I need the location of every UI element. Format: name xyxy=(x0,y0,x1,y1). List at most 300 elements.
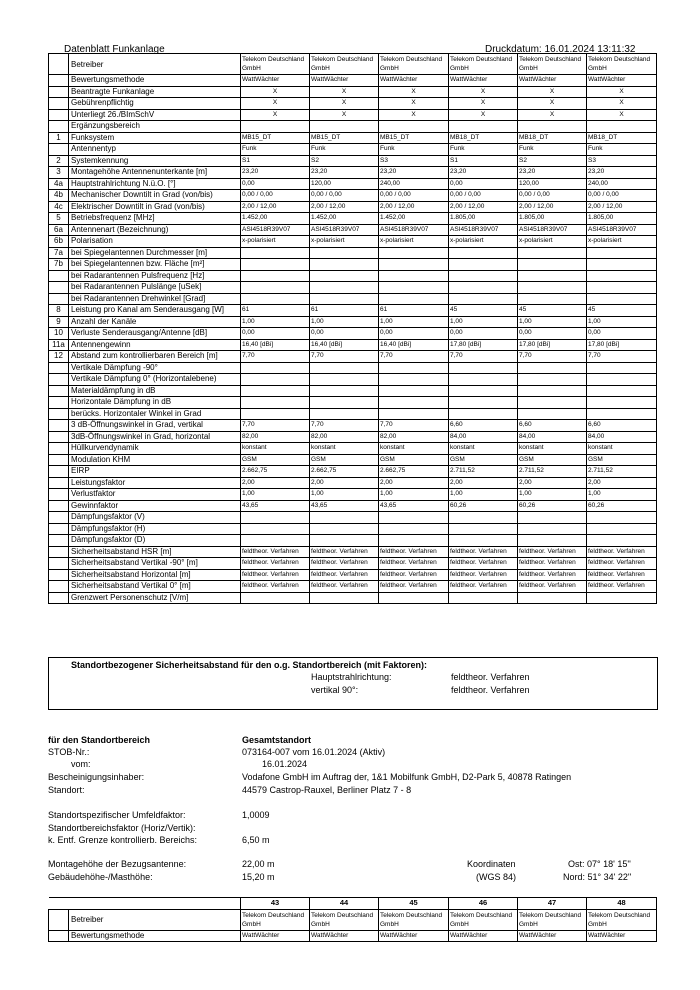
value-cell xyxy=(310,293,379,305)
value-cell: 7,70 xyxy=(241,351,310,363)
row-number: 9 xyxy=(49,316,69,328)
value-cell xyxy=(518,592,587,604)
value-cell xyxy=(449,408,518,420)
value-cell: 2,00 / 12,00 xyxy=(518,201,587,213)
stob-label: STOB-Nr.: xyxy=(48,747,90,757)
row-number: 3 xyxy=(49,167,69,179)
value-cell: WattWächter xyxy=(241,75,310,87)
value-cell: X xyxy=(310,86,379,98)
vertical-label: vertikal 90°: xyxy=(311,685,359,695)
value-cell xyxy=(518,293,587,305)
table-row xyxy=(49,109,657,121)
value-cell xyxy=(310,282,379,294)
value-cell: 0,00 / 0,00 xyxy=(449,190,518,202)
value-cell: 6,60 xyxy=(587,420,657,432)
value-cell xyxy=(449,374,518,386)
value-cell xyxy=(241,385,310,397)
value-cell: 1.805,00 xyxy=(518,213,587,225)
value-cell: WattWächter xyxy=(587,930,657,942)
row-number: 8 xyxy=(49,305,69,317)
value-cell: feldtheor. Verfahren xyxy=(449,581,518,593)
value-cell: X xyxy=(310,98,379,110)
value-cell: 7,70 xyxy=(587,351,657,363)
value-cell xyxy=(449,592,518,604)
row-number xyxy=(49,454,69,466)
value-cell: feldtheor. Verfahren xyxy=(379,558,449,570)
value-cell xyxy=(379,535,449,547)
value-cell xyxy=(310,259,379,271)
value-cell: ASI4518R39V07 xyxy=(587,224,657,236)
value-cell: 17,80 [dBi] xyxy=(587,339,657,351)
row-number xyxy=(49,54,69,75)
value-cell: 45 xyxy=(587,305,657,317)
value-cell: 7,70 xyxy=(310,351,379,363)
row-label: Antennengewinn xyxy=(69,339,241,351)
value-cell: feldtheor. Verfahren xyxy=(310,569,379,581)
value-cell xyxy=(241,397,310,409)
table-row xyxy=(49,144,657,156)
row-number xyxy=(49,144,69,156)
value-cell: 23,20 xyxy=(241,167,310,179)
value-cell xyxy=(379,408,449,420)
row-number: 5 xyxy=(49,213,69,225)
value-cell: S3 xyxy=(587,155,657,167)
row-number: 11a xyxy=(49,339,69,351)
value-cell: 61 xyxy=(310,305,379,317)
value-cell: GSM xyxy=(379,454,449,466)
row-label: Horizontale Dämpfung in dB xyxy=(69,397,241,409)
value-cell xyxy=(310,362,379,374)
row-label: Sicherheitsabstand HSR [m] xyxy=(69,546,241,558)
blank-cell xyxy=(49,898,69,910)
row-label: bei Radarantennen Pulsfrequenz [Hz] xyxy=(69,270,241,282)
value-cell xyxy=(310,374,379,386)
value-cell: 1,00 xyxy=(449,489,518,501)
row-number xyxy=(49,512,69,524)
value-cell: 1.452,00 xyxy=(241,213,310,225)
value-cell: 0,00 / 0,00 xyxy=(310,190,379,202)
location-value: 44579 Castrop-Rauxel, Berliner Platz 7 - 8 xyxy=(242,785,412,795)
table-row xyxy=(49,328,657,340)
value-cell: X xyxy=(379,109,449,121)
value-cell xyxy=(310,523,379,535)
value-cell: 1,00 xyxy=(518,489,587,501)
value-cell xyxy=(379,374,449,386)
value-cell xyxy=(379,512,449,524)
row-label: bei Radarantennen Pulslänge [uSek] xyxy=(69,282,241,294)
row-label: Sicherheitsabstand Vertikal 0° [m] xyxy=(69,581,241,593)
table-row xyxy=(49,167,657,179)
row-number xyxy=(49,121,69,133)
value-cell: feldtheor. Verfahren xyxy=(449,546,518,558)
table-row xyxy=(49,420,657,432)
row-number xyxy=(49,270,69,282)
row-number: 4a xyxy=(49,178,69,190)
value-cell xyxy=(241,270,310,282)
radio-system-table xyxy=(48,53,657,604)
value-cell xyxy=(587,512,657,524)
row-number xyxy=(49,397,69,409)
value-cell: 1,00 xyxy=(587,489,657,501)
coordinates-label: Koordinaten xyxy=(467,859,516,869)
value-cell: S1 xyxy=(241,155,310,167)
boundary-value: 6,50 m xyxy=(242,835,270,845)
row-number xyxy=(49,489,69,501)
value-cell: WattWächter xyxy=(518,930,587,942)
value-cell xyxy=(449,293,518,305)
row-label: Bewertungsmethode xyxy=(69,75,241,87)
value-cell: feldtheor. Verfahren xyxy=(518,581,587,593)
value-cell: x-polarisiert xyxy=(587,236,657,248)
value-cell: 1,00 xyxy=(241,316,310,328)
value-cell xyxy=(379,270,449,282)
value-cell: 2,00 xyxy=(518,477,587,489)
value-cell xyxy=(449,282,518,294)
location-label: Standort: xyxy=(48,785,85,795)
row-number xyxy=(49,374,69,386)
row-label: Beantragte Funkanlage xyxy=(69,86,241,98)
row-label: bei Spiegelantennen bzw. Fläche [m²] xyxy=(69,259,241,271)
value-cell xyxy=(310,247,379,259)
value-cell xyxy=(310,535,379,547)
value-cell xyxy=(310,270,379,282)
row-label: Grenzwert Personenschutz [V/m] xyxy=(69,592,241,604)
value-cell xyxy=(587,293,657,305)
value-cell xyxy=(310,121,379,133)
value-cell: feldtheor. Verfahren xyxy=(449,558,518,570)
value-cell: 7,70 xyxy=(379,420,449,432)
value-cell: ASI4518R39V07 xyxy=(379,224,449,236)
holder-label: Bescheinigungsinhaber: xyxy=(48,772,145,782)
row-number: 12 xyxy=(49,351,69,363)
row-number: 7b xyxy=(49,259,69,271)
value-cell xyxy=(241,535,310,547)
value-cell: 60,26 xyxy=(449,500,518,512)
table-row xyxy=(49,98,657,110)
row-number: 7a xyxy=(49,247,69,259)
value-cell: x-polarisiert xyxy=(310,236,379,248)
value-cell xyxy=(587,535,657,547)
value-cell: x-polarisiert xyxy=(449,236,518,248)
table-row xyxy=(49,121,657,133)
column-number: 46 xyxy=(449,898,518,910)
table-row xyxy=(49,569,657,581)
vom-label: vom: xyxy=(71,759,91,769)
value-cell: 2,00 / 12,00 xyxy=(449,201,518,213)
value-cell xyxy=(449,259,518,271)
row-label: Verluste Senderausgang/Antenne [dB] xyxy=(69,328,241,340)
row-number xyxy=(49,362,69,374)
value-cell: GSM xyxy=(241,454,310,466)
value-cell: 61 xyxy=(241,305,310,317)
value-cell: X xyxy=(449,86,518,98)
env-factor-value: 1,0009 xyxy=(242,810,270,820)
row-label: Antennenart (Bezeichnung) xyxy=(69,224,241,236)
row-number: 2 xyxy=(49,155,69,167)
site-total-heading: Gesamtstandort xyxy=(242,735,312,745)
table-row xyxy=(49,535,657,547)
row-number xyxy=(49,431,69,443)
row-label: Leistung pro Kanal am Senderausgang [W] xyxy=(69,305,241,317)
value-cell: X xyxy=(518,98,587,110)
value-cell: 16,40 [dBi] xyxy=(379,339,449,351)
value-cell: feldtheor. Verfahren xyxy=(310,546,379,558)
row-number xyxy=(49,535,69,547)
value-cell xyxy=(587,362,657,374)
value-cell: S2 xyxy=(310,155,379,167)
value-cell: 120,00 xyxy=(310,178,379,190)
operator-cell: Telekom Deutschland GmbH xyxy=(587,54,657,75)
value-cell xyxy=(310,592,379,604)
operator-cell: Telekom Deutschland GmbH xyxy=(379,909,449,930)
operator-cell: Telekom Deutschland GmbH xyxy=(518,909,587,930)
value-cell: S2 xyxy=(518,155,587,167)
value-cell: 84,00 xyxy=(518,431,587,443)
value-cell: 7,70 xyxy=(310,420,379,432)
value-cell: 23,20 xyxy=(379,167,449,179)
row-label: Hauptstrahlrichtung N.ü.O. [°] xyxy=(69,178,241,190)
value-cell: X xyxy=(379,86,449,98)
value-cell xyxy=(449,247,518,259)
value-cell: MB15_DT xyxy=(379,132,449,144)
table-row xyxy=(49,374,657,386)
row-number xyxy=(49,385,69,397)
row-label: Betreiber xyxy=(69,909,241,930)
row-number: 4c xyxy=(49,201,69,213)
row-label: Ergänzungsbereich xyxy=(69,121,241,133)
value-cell: X xyxy=(241,86,310,98)
value-cell: 1,00 xyxy=(449,316,518,328)
value-cell: 2.711,52 xyxy=(518,466,587,478)
row-number xyxy=(49,592,69,604)
area-factor-label: Standortbereichsfaktor (Horiz/Vertik): xyxy=(48,823,196,833)
operator-cell: Telekom Deutschland GmbH xyxy=(449,909,518,930)
value-cell xyxy=(241,282,310,294)
row-label: Antennentyp xyxy=(69,144,241,156)
value-cell xyxy=(241,374,310,386)
value-cell: 60,26 xyxy=(518,500,587,512)
value-cell: 7,70 xyxy=(241,420,310,432)
value-cell xyxy=(587,592,657,604)
value-cell: 2.711,52 xyxy=(449,466,518,478)
boundary-label: k. Entf. Grenze kontrollierb. Bereichs: xyxy=(48,835,198,845)
value-cell xyxy=(449,385,518,397)
table-row xyxy=(49,86,657,98)
value-cell xyxy=(310,512,379,524)
value-cell: 61 xyxy=(379,305,449,317)
value-cell: 0,00 xyxy=(241,178,310,190)
row-label: Mechanischer Downtilt in Grad (von/bis) xyxy=(69,190,241,202)
value-cell: 82,00 xyxy=(379,431,449,443)
value-cell: konstant xyxy=(518,443,587,455)
value-cell xyxy=(587,408,657,420)
value-cell: Funk xyxy=(241,144,310,156)
row-number xyxy=(49,477,69,489)
row-number xyxy=(49,443,69,455)
value-cell: 43,65 xyxy=(241,500,310,512)
value-cell: 6,60 xyxy=(449,420,518,432)
value-cell: 0,00 / 0,00 xyxy=(587,190,657,202)
value-cell: WattWächter xyxy=(449,930,518,942)
value-cell: 16,40 [dBi] xyxy=(241,339,310,351)
row-label: Montagehöhe Antennenunterkante [m] xyxy=(69,167,241,179)
table-row xyxy=(49,523,657,535)
table-row xyxy=(49,500,657,512)
table-row xyxy=(49,362,657,374)
row-number xyxy=(49,523,69,535)
table-row xyxy=(49,489,657,501)
table-row xyxy=(49,75,657,87)
value-cell: 1.805,00 xyxy=(449,213,518,225)
row-label: EIRP xyxy=(69,466,241,478)
row-number xyxy=(49,909,69,930)
value-cell: konstant xyxy=(241,443,310,455)
value-cell: 1,00 xyxy=(379,316,449,328)
value-cell: 0,00 / 0,00 xyxy=(518,190,587,202)
value-cell xyxy=(379,247,449,259)
value-cell xyxy=(241,247,310,259)
operator-cell: Telekom Deutschland GmbH xyxy=(241,909,310,930)
value-cell xyxy=(241,121,310,133)
value-cell xyxy=(587,374,657,386)
row-label: Verlustfaktor xyxy=(69,489,241,501)
operator-row xyxy=(49,54,657,75)
value-cell: X xyxy=(379,98,449,110)
value-cell: 1.805,00 xyxy=(587,213,657,225)
row-number xyxy=(49,569,69,581)
value-cell: 23,20 xyxy=(449,167,518,179)
value-cell: 2,00 / 12,00 xyxy=(587,201,657,213)
table-row xyxy=(49,385,657,397)
value-cell xyxy=(587,247,657,259)
table-row xyxy=(49,178,657,190)
value-cell: WattWächter xyxy=(241,930,310,942)
value-cell: 7,70 xyxy=(379,351,449,363)
row-number: 6a xyxy=(49,224,69,236)
value-cell xyxy=(379,282,449,294)
row-number xyxy=(49,930,69,942)
row-number: 10 xyxy=(49,328,69,340)
value-cell xyxy=(518,408,587,420)
value-cell: X xyxy=(587,109,657,121)
value-cell: 45 xyxy=(518,305,587,317)
north-coordinate: Nord: 51° 34' 22'' xyxy=(563,872,632,882)
value-cell: 23,20 xyxy=(518,167,587,179)
value-cell: Funk xyxy=(449,144,518,156)
operator-cell: Telekom Deutschland GmbH xyxy=(241,54,310,75)
value-cell xyxy=(241,293,310,305)
value-cell: X xyxy=(310,109,379,121)
row-label: Gebührenpflichtig xyxy=(69,98,241,110)
main-direction-label: Hauptstrahlrichtung: xyxy=(311,672,392,682)
value-cell: 240,00 xyxy=(587,178,657,190)
value-cell: ASI4518R39V07 xyxy=(310,224,379,236)
row-label: Betreiber xyxy=(69,54,241,75)
value-cell xyxy=(518,512,587,524)
value-cell: S3 xyxy=(379,155,449,167)
row-label: Elektrischer Downtilt in Grad (von/bis) xyxy=(69,201,241,213)
row-number xyxy=(49,408,69,420)
table-row xyxy=(49,466,657,478)
value-cell xyxy=(587,259,657,271)
value-cell: WattWächter xyxy=(587,75,657,87)
value-cell: 17,80 [dBi] xyxy=(518,339,587,351)
value-cell: Funk xyxy=(379,144,449,156)
coordinate-system: (WGS 84) xyxy=(476,872,517,882)
value-cell xyxy=(518,397,587,409)
value-cell: 2,00 xyxy=(241,477,310,489)
value-cell: 0,00 xyxy=(379,328,449,340)
mount-height-label: Montagehöhe der Bezugsantenne: xyxy=(48,859,187,869)
value-cell: MB15_DT xyxy=(310,132,379,144)
column-number: 45 xyxy=(379,898,449,910)
value-cell: 45 xyxy=(449,305,518,317)
value-cell: WattWächter xyxy=(379,75,449,87)
value-cell xyxy=(379,592,449,604)
value-cell: 0,00 xyxy=(449,178,518,190)
value-cell: konstant xyxy=(379,443,449,455)
value-cell: 84,00 xyxy=(587,431,657,443)
row-label: bei Radarantennen Drehwinkel [Grad] xyxy=(69,293,241,305)
value-cell: feldtheor. Verfahren xyxy=(518,558,587,570)
value-cell: feldtheor. Verfahren xyxy=(518,546,587,558)
value-cell: S1 xyxy=(449,155,518,167)
value-cell: feldtheor. Verfahren xyxy=(587,569,657,581)
value-cell: GSM xyxy=(587,454,657,466)
value-cell xyxy=(449,535,518,547)
row-label: 3dB-Öffnungswinkel in Grad, horizontal xyxy=(69,431,241,443)
value-cell: 17,80 [dBi] xyxy=(449,339,518,351)
table-row xyxy=(49,224,657,236)
value-cell: feldtheor. Verfahren xyxy=(241,581,310,593)
value-cell: x-polarisiert xyxy=(241,236,310,248)
main-direction-value: feldtheor. Verfahren xyxy=(451,672,530,682)
value-cell xyxy=(310,408,379,420)
value-cell: feldtheor. Verfahren xyxy=(587,558,657,570)
value-cell: GSM xyxy=(310,454,379,466)
row-label: Funksystem xyxy=(69,132,241,144)
value-cell: 43,65 xyxy=(310,500,379,512)
value-cell: 1,00 xyxy=(587,316,657,328)
row-label: Betriebsfrequenz [MHz] xyxy=(69,213,241,225)
value-cell xyxy=(518,374,587,386)
value-cell: Funk xyxy=(310,144,379,156)
column-number-row xyxy=(49,898,657,910)
value-cell: 23,20 xyxy=(310,167,379,179)
row-label: Anzahl der Kanäle xyxy=(69,316,241,328)
value-cell: ASI4518R39V07 xyxy=(241,224,310,236)
value-cell: X xyxy=(587,98,657,110)
value-cell xyxy=(449,121,518,133)
value-cell: 240,00 xyxy=(379,178,449,190)
row-label: Abstand zum kontrollierbaren Bereich [m] xyxy=(69,351,241,363)
value-cell xyxy=(518,385,587,397)
value-cell: feldtheor. Verfahren xyxy=(379,581,449,593)
value-cell: feldtheor. Verfahren xyxy=(587,581,657,593)
value-cell: 2,00 / 12,00 xyxy=(241,201,310,213)
value-cell: x-polarisiert xyxy=(518,236,587,248)
value-cell: X xyxy=(241,109,310,121)
value-cell xyxy=(449,270,518,282)
value-cell xyxy=(518,282,587,294)
table-row xyxy=(49,132,657,144)
value-cell: ASI4518R39V07 xyxy=(518,224,587,236)
east-coordinate: Ost: 07° 18' 15'' xyxy=(568,859,631,869)
value-cell: 2,00 xyxy=(379,477,449,489)
column-number: 48 xyxy=(587,898,657,910)
table-row xyxy=(49,443,657,455)
row-number xyxy=(49,98,69,110)
